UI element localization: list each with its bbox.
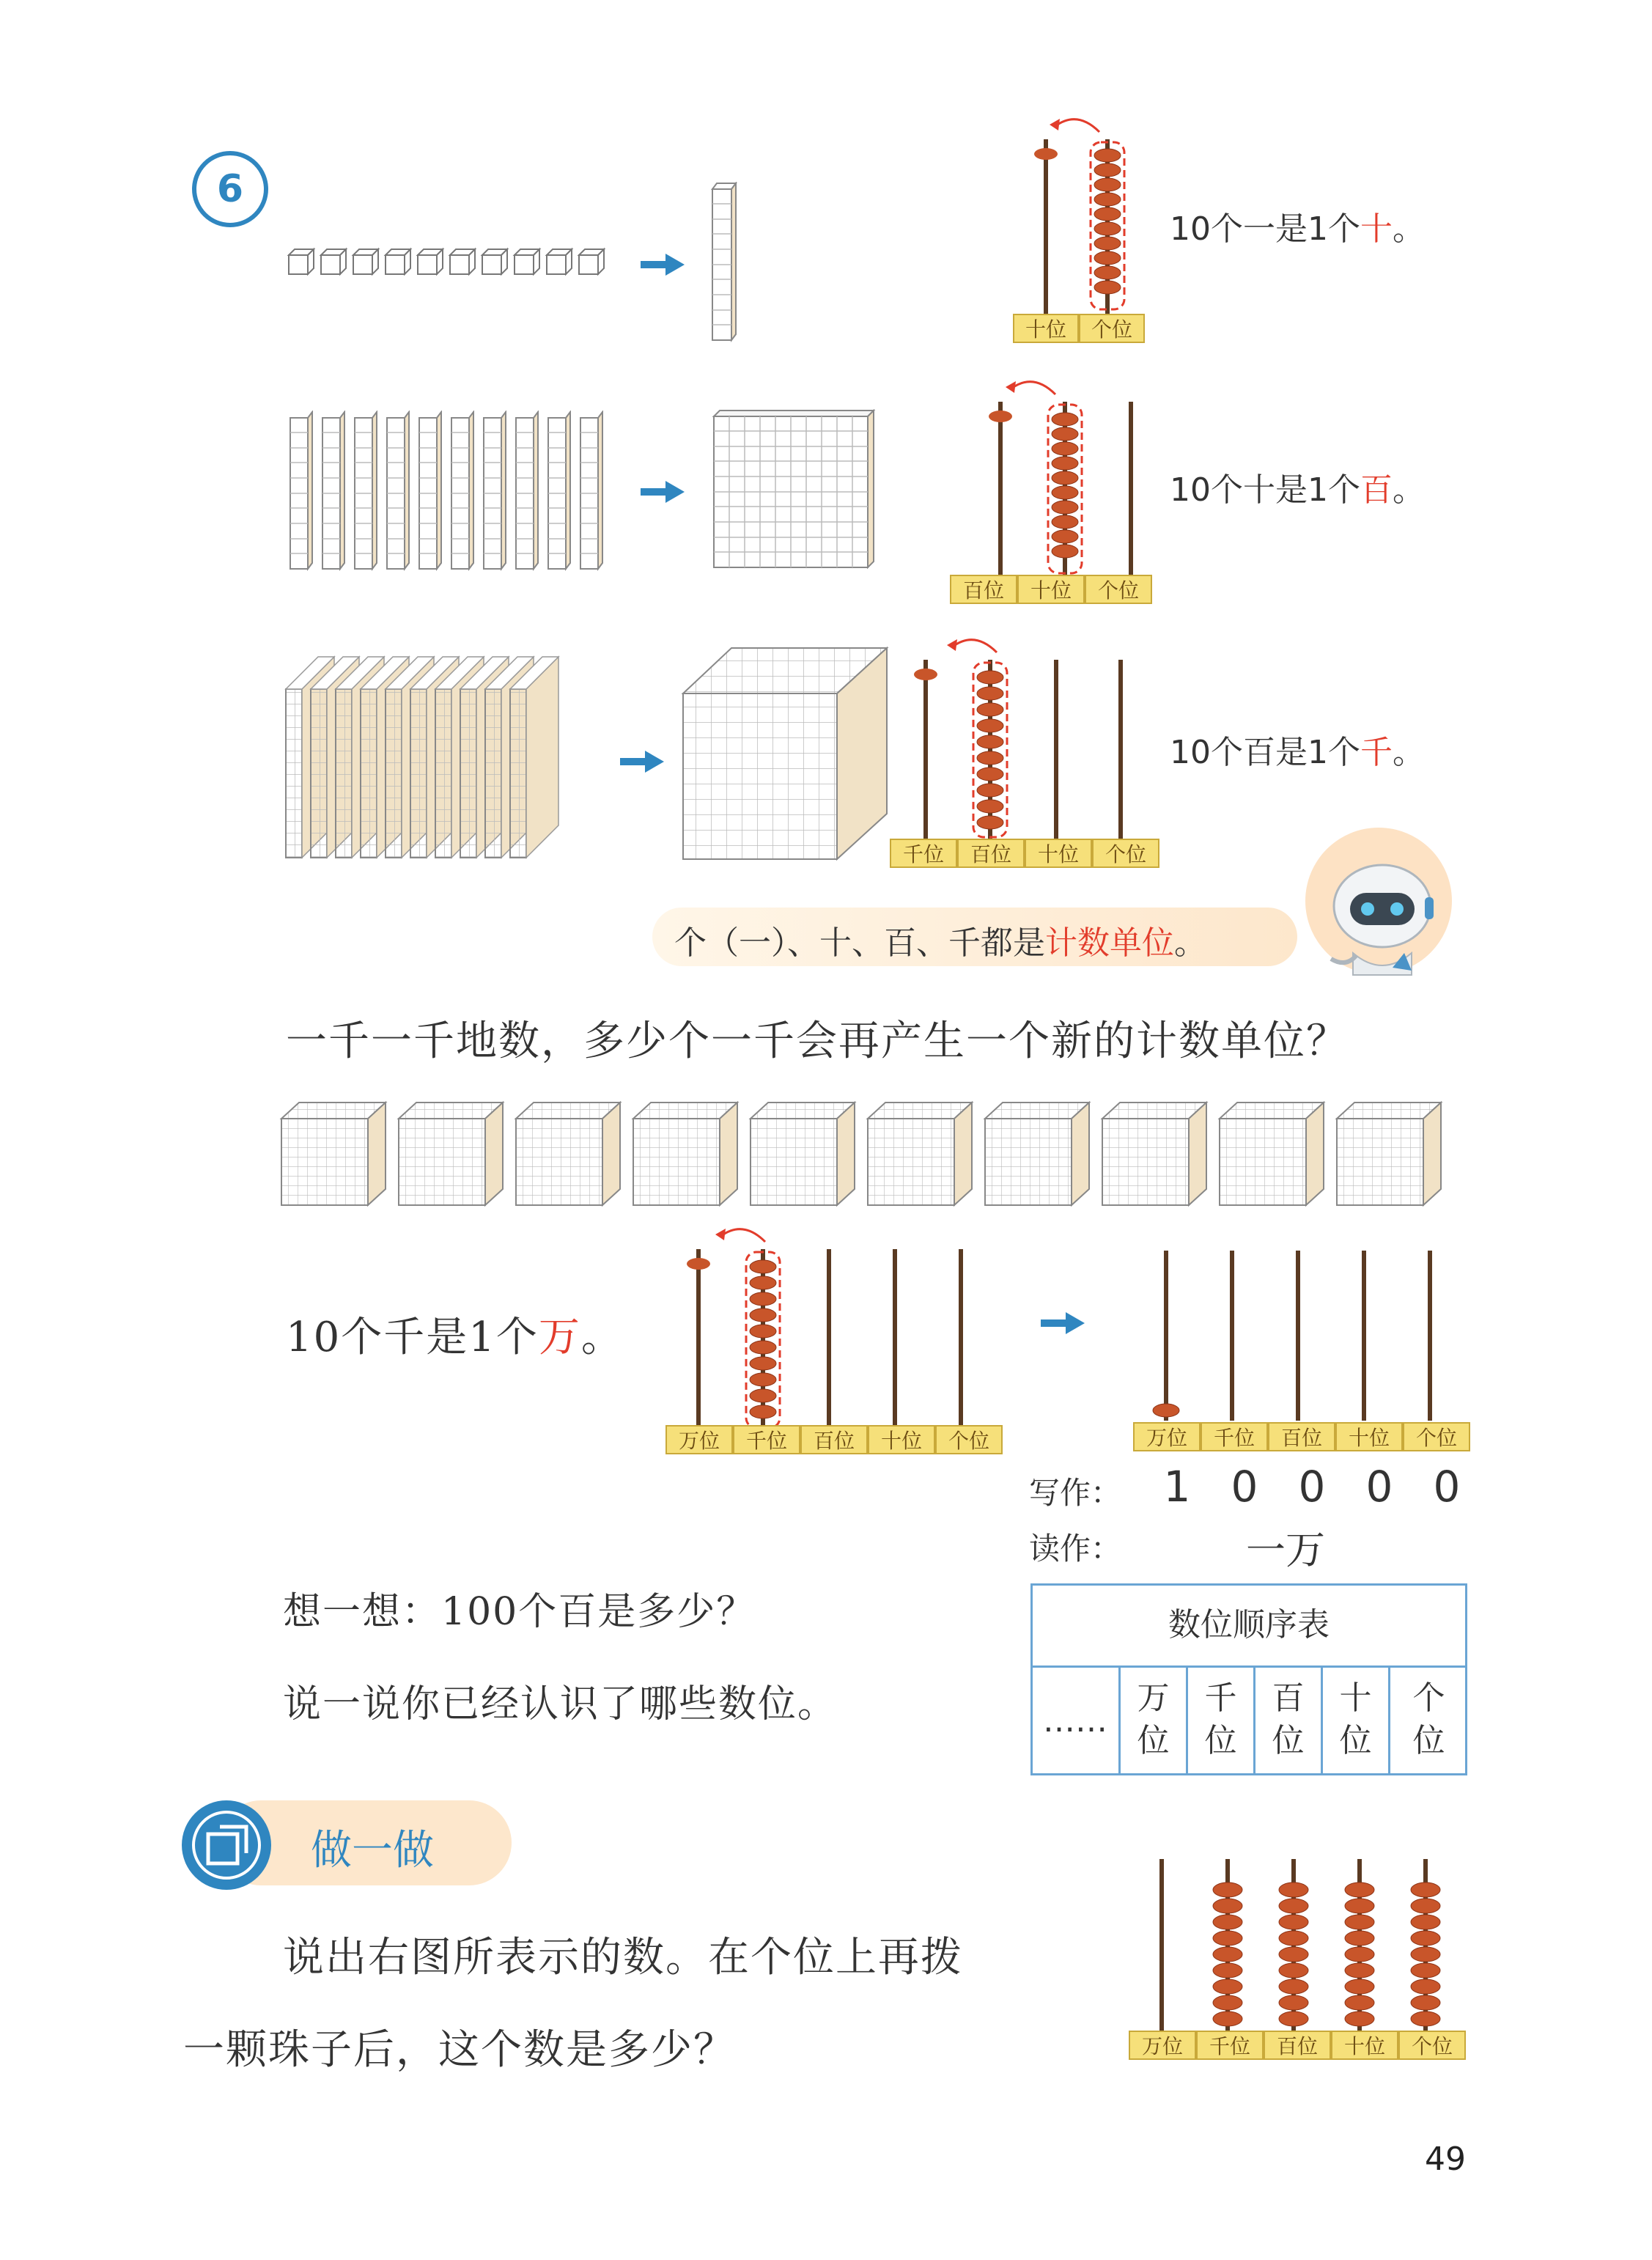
table-ellipsis: …… xyxy=(1043,1702,1107,1740)
place-label: 十位 xyxy=(868,1425,935,1454)
place-label: 千位 xyxy=(1201,1422,1268,1451)
read-value: 一万 xyxy=(1246,1527,1325,1573)
page-number: 49 xyxy=(1425,2141,1466,2178)
place-label: 个位 xyxy=(1398,2031,1466,2060)
exercise-title: 做一做 xyxy=(311,1827,434,1874)
question-text: 一千一千地数，多少个一千会再产生一个新的计数单位？ xyxy=(286,1017,1349,1065)
table-cell: 千 位 xyxy=(1186,1667,1253,1775)
written-number xyxy=(1143,1462,1480,1512)
digit: 0 xyxy=(1298,1462,1326,1512)
arrow-right-icon xyxy=(620,751,664,773)
table-cell: 个 位 xyxy=(1388,1667,1467,1775)
place-label: 十位 xyxy=(1331,2031,1398,2060)
place-labels-result xyxy=(1133,1422,1470,1451)
place-label: 万位 xyxy=(665,1425,733,1454)
digit: 0 xyxy=(1433,1462,1461,1512)
place-label: 十位 xyxy=(1025,839,1092,868)
place-label: 个位 xyxy=(1403,1422,1470,1451)
ten-rod xyxy=(708,182,740,343)
statement-ten-thousand: 10个千是1个万。 xyxy=(286,1314,624,1361)
place-label: 个位 xyxy=(1079,314,1145,343)
abacus-thousands xyxy=(896,627,1174,862)
ten-rods-group xyxy=(286,411,608,573)
place-label: 百位 xyxy=(957,839,1025,868)
place-labels-ten-thousand xyxy=(665,1425,1003,1454)
ten-unit-cubes xyxy=(286,242,616,286)
place-label: 千位 xyxy=(733,1425,800,1454)
place-label: 百位 xyxy=(950,575,1017,604)
ten-thousand-cubes xyxy=(279,1100,1451,1217)
digit: 0 xyxy=(1231,1462,1258,1512)
place-label: 个位 xyxy=(935,1425,1003,1454)
counting-unit-note: 个（一）、十、百、千都是计数单位。 xyxy=(674,924,1206,962)
place-label: 十位 xyxy=(1017,575,1085,604)
place-labels-exercise xyxy=(1129,2031,1466,2060)
read-label: 读作： xyxy=(1029,1531,1122,1567)
hundred-flats-stack xyxy=(283,645,598,865)
write-label: 写作： xyxy=(1029,1475,1122,1511)
statement-row3: 10个百是1个千。 xyxy=(1170,734,1425,771)
place-label: 个位 xyxy=(1085,575,1152,604)
arrow-right-icon xyxy=(641,481,685,503)
think-line1: 想一想：100个百是多少？ xyxy=(283,1590,756,1634)
abacus-tens xyxy=(1011,110,1165,323)
place-label: 个位 xyxy=(1092,839,1159,868)
pencil-square-icon xyxy=(204,1822,251,1869)
place-table-title: 数位顺序表 xyxy=(1168,1606,1330,1644)
abacus-ten-thousands-after xyxy=(1133,1243,1478,1427)
thousand-cube xyxy=(680,645,900,865)
table-cell: 百 位 xyxy=(1253,1667,1321,1775)
abacus-ten-thousands-before xyxy=(665,1220,1010,1454)
statement-row1: 10个一是1个十。 xyxy=(1170,210,1425,248)
place-labels-row3 xyxy=(890,839,1159,868)
place-label: 十位 xyxy=(1335,1422,1403,1451)
arrow-right-icon xyxy=(1041,1312,1085,1334)
think-line2: 说一说你已经认识了哪些数位。 xyxy=(283,1682,838,1726)
table-cell: 万 位 xyxy=(1118,1667,1186,1775)
place-label: 万位 xyxy=(1133,1422,1201,1451)
statement-row2: 10个十是1个百。 xyxy=(1170,471,1425,509)
place-label: 百位 xyxy=(800,1425,868,1454)
digit: 0 xyxy=(1365,1462,1393,1512)
place-label: 百位 xyxy=(1268,1422,1335,1451)
place-label: 万位 xyxy=(1129,2031,1196,2060)
place-label: 千位 xyxy=(890,839,957,868)
exercise-abacus xyxy=(1129,1855,1473,2045)
digit: 1 xyxy=(1163,1462,1191,1512)
hundred-flat xyxy=(711,409,881,572)
place-labels-row1 xyxy=(1013,314,1145,343)
arrow-right-icon xyxy=(641,254,685,276)
place-label: 十位 xyxy=(1013,314,1079,343)
table-cell: 十 位 xyxy=(1321,1667,1388,1775)
place-labels-row2 xyxy=(950,575,1152,604)
robot-icon xyxy=(1302,824,1456,978)
abacus-hundreds xyxy=(953,372,1165,585)
section-number: 6 xyxy=(216,167,244,211)
section-number-badge xyxy=(192,151,268,227)
exercise-line1: 说出右图所表示的数。在个位上再拨 xyxy=(283,1934,963,1981)
place-label: 百位 xyxy=(1264,2031,1331,2060)
place-label: 千位 xyxy=(1196,2031,1264,2060)
exercise-line2: 一颗珠子后，这个数是多少？ xyxy=(183,2026,736,2074)
